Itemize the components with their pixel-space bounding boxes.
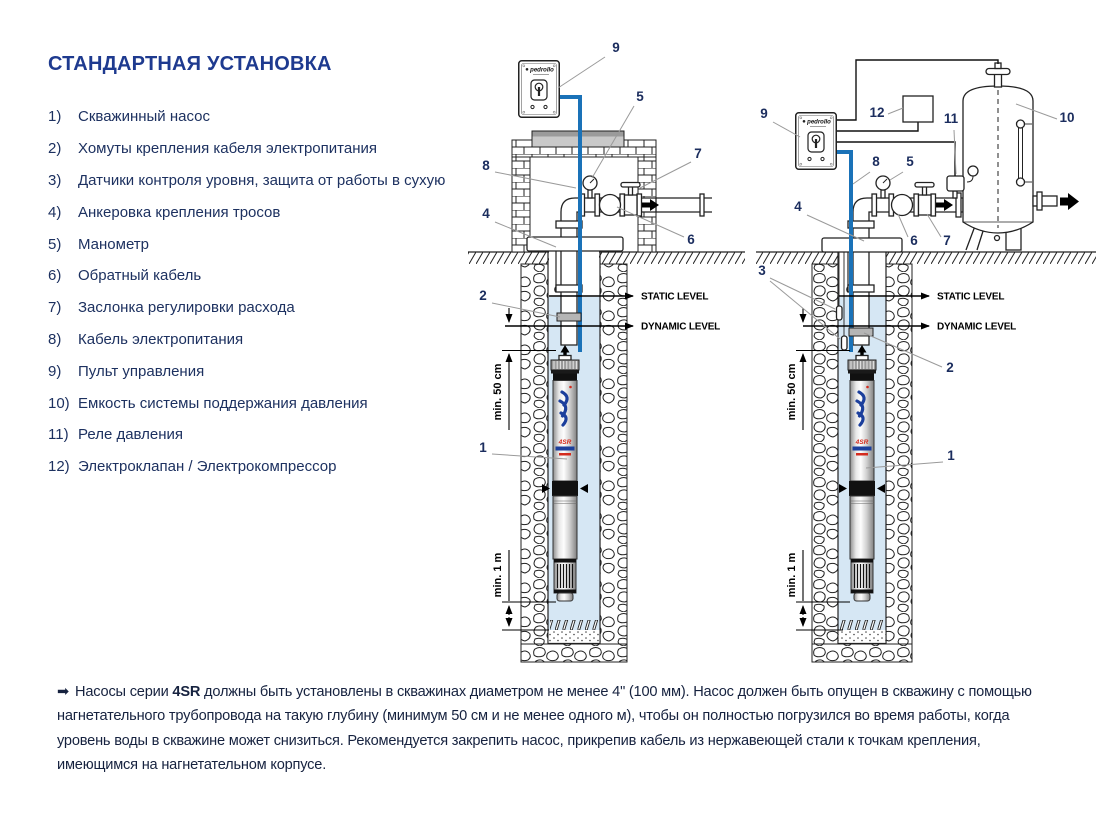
note-lead: Насосы серии	[75, 684, 173, 700]
part-number: 8)	[48, 330, 62, 348]
tank-top-valve	[995, 74, 1002, 87]
well-bottom-gravel	[840, 620, 884, 630]
dimension-label: min. 1 m	[492, 552, 504, 598]
part-label: Реле давления	[78, 426, 184, 444]
parts-list-item	[48, 228, 478, 260]
well-chamber	[512, 131, 656, 252]
callout-label: 4	[794, 199, 802, 214]
control-panel	[519, 61, 560, 118]
parts-list-item	[48, 324, 478, 356]
callout-label: 6	[687, 232, 695, 247]
note-arrow-icon: ➡	[57, 684, 70, 700]
parts-list	[48, 101, 478, 483]
callout-label: 3	[758, 263, 766, 278]
dynamic-level-label: DYNAMIC LEVEL	[641, 321, 721, 333]
callout-label: 1	[947, 448, 955, 463]
note-text: должны быть установлены в скважинах диаметром не менее 4" (100 мм). Насос должен быть опущен в скважину с помощью нагнетательного трубопровода на такую глубину (минимум 50 см и не менее одного м), чтобы он полностью погрузился во время работы, когда уровень воды в скважине может снизиться. Рекомендуется закрепить насос, прикрепив кабель из нержавеющей стали к точкам крепления, имеющимся на нагнетательном корпусе.	[57, 684, 1032, 774]
part-label: Датчики контроля уровня, защита от работы в сухую	[78, 171, 446, 189]
part-number: 3)	[48, 171, 62, 189]
dynamic-level-label: DYNAMIC LEVEL	[937, 321, 1017, 333]
callout-label: 7	[943, 233, 951, 248]
page-title: СТАНДАРТНАЯ УСТАНОВКА	[48, 53, 332, 75]
installation-diagrams: 4SR pedrollo STATIC LEVEL DYNAMIC LEVEL min. 50 cm min. 1 m 9 5 7 8 4 6 2 1 STATIC LEVEL DYNAMIC LEVEL min. 50 cm min. 1 m 9 12 11 10 8 5 4 3 6 7 2 1	[470, 28, 1109, 676]
parts-list-item	[48, 355, 478, 387]
callout-label: 2	[479, 288, 487, 303]
installation-note	[57, 680, 1055, 778]
part-label: Емкость системы поддержания давления	[78, 394, 368, 412]
parts-list-item	[48, 101, 478, 133]
dimension-label: min. 50 cm	[492, 363, 504, 421]
part-number: 11)	[48, 426, 69, 444]
part-label: Кабель электропитания	[78, 330, 244, 348]
level-probe	[837, 306, 843, 320]
flow-valve	[621, 183, 642, 217]
parts-list-item	[48, 196, 478, 228]
callout-label: 1	[479, 440, 487, 455]
static-level-label: STATIC LEVEL	[937, 291, 1005, 303]
note-model: 4SR	[172, 684, 201, 700]
part-number: 2)	[48, 140, 62, 158]
diagram-well-chamber	[468, 40, 745, 662]
callout-label: 8	[482, 158, 490, 173]
dimension-label: min. 1 m	[786, 552, 798, 598]
part-number: 4)	[48, 203, 62, 221]
part-label: Хомуты крепления кабеля электропитания	[78, 140, 377, 158]
part-label: Анкеровка крепления тросов	[78, 203, 281, 221]
part-number: 5)	[48, 235, 62, 253]
well-cap	[527, 237, 623, 251]
callout-label: 7	[694, 146, 702, 161]
callout-label: 12	[869, 105, 885, 120]
flow-valve	[915, 183, 936, 217]
callout-label: 5	[906, 154, 914, 169]
cable-clamp	[849, 328, 873, 336]
part-label: Пульт управления	[78, 362, 205, 380]
part-label: Электроклапан / Электрокомпрессор	[78, 458, 337, 476]
parts-list-item	[48, 451, 478, 483]
callout-label: 9	[760, 106, 768, 121]
part-number: 6)	[48, 267, 62, 285]
flow-arrow	[1060, 193, 1079, 210]
callout-label: 10	[1059, 110, 1075, 125]
callout-label: 2	[946, 360, 954, 375]
callout-label: 6	[910, 233, 918, 248]
control-panel	[796, 113, 837, 170]
part-number: 9)	[48, 362, 62, 380]
callout-label: 8	[872, 154, 880, 169]
level-probe	[842, 336, 848, 350]
part-number: 10)	[48, 394, 70, 412]
parts-list-item	[48, 419, 478, 451]
part-label: Манометр	[78, 235, 150, 253]
parts-list-item	[48, 292, 478, 324]
dimension-label: min. 50 cm	[786, 363, 798, 421]
callout-label: 9	[612, 40, 620, 55]
part-number: 7)	[48, 299, 62, 317]
check-valve	[892, 195, 913, 216]
pressure-gauge	[876, 176, 890, 198]
part-label: Обратный кабель	[78, 267, 202, 285]
callout-label: 5	[636, 89, 644, 104]
callout-label: 4	[482, 206, 490, 221]
well-bottom-gravel	[550, 620, 598, 630]
parts-list-item	[48, 387, 478, 419]
diagram-well-pressure-system	[756, 60, 1096, 662]
part-label: Заслонка регулировки расхода	[78, 299, 295, 317]
callout-label: 11	[943, 111, 959, 126]
electro-valve-box	[903, 96, 933, 122]
parts-list-item	[48, 260, 478, 292]
cable-clamp	[557, 313, 581, 321]
part-number: 1)	[48, 108, 62, 126]
parts-list-item	[48, 165, 478, 197]
part-number: 12)	[48, 458, 70, 476]
static-level-label: STATIC LEVEL	[641, 291, 709, 303]
check-valve	[600, 195, 621, 216]
parts-list-item	[48, 133, 478, 165]
pressure-tank	[963, 63, 1079, 250]
part-label: Скважинный насос	[78, 108, 210, 126]
